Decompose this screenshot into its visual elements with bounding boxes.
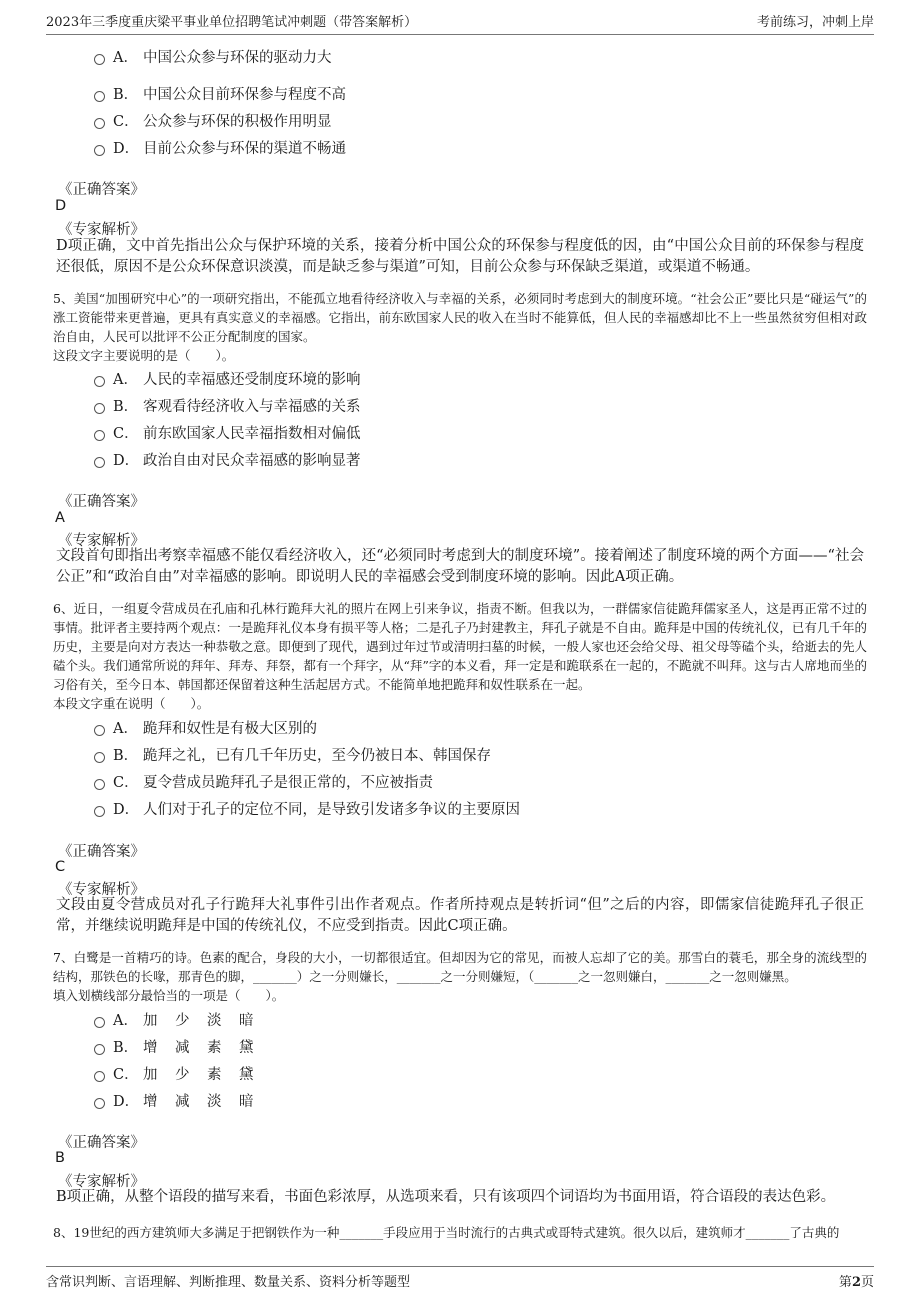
option-word: 加	[143, 1066, 158, 1083]
header-slogan: 考前练习，冲刺上岸	[756, 15, 874, 30]
option-text: 前东欧国家人民幸福指数相对偏低	[143, 425, 361, 442]
page-prefix: 第	[838, 1275, 852, 1290]
option-word: 暗	[239, 1093, 254, 1110]
radio-icon[interactable]	[94, 118, 105, 129]
radio-icon[interactable]	[94, 752, 105, 763]
q4-option-a[interactable]	[94, 45, 332, 67]
q7-answer-label: 《正确答案》	[58, 1135, 145, 1151]
option-text: 公众参与环保的积极作用明显	[143, 113, 332, 130]
q4-option-d[interactable]	[94, 136, 346, 158]
radio-icon[interactable]	[94, 54, 105, 65]
q6-stem-text: 6、近日，一组夏令营成员在孔庙和孔林行跪拜大礼的照片在网上引来争议，指责不断。但我以为，一群儒家信徒跪拜儒家圣人，这是再正常不过的事情。批评者主要持两个观点：一是跪拜礼仪本身有损平等人格；二是孔子乃封建教主，拜孔子就是不自由。跪拜是中国的传统礼仪，已有几千年的历史，主要是向对方表达一种恭敬之意。即便到了现代，遇到过年过节或清明扫墓的时候，一般人家也还会给父母、祖父母等磕个头，给逝去的先人磕个头。我们通常所说的拜年、拜寿、拜祭，都有一个拜字，从“拜”字的本义看，拜一定是和跪联系在一起的，不跪就不叫拜。这与古人席地而坐的习俗有关，至今日本、韩国都还保留着这种生活起居方式。不能简单地把跪拜和奴性联系在一起。	[53, 601, 867, 692]
option-letter: A．	[113, 371, 138, 388]
option-letter: C．	[113, 774, 139, 791]
option-text: 中国公众目前环保参与程度不高	[143, 86, 346, 103]
option-letter: C．	[113, 1066, 139, 1083]
q6-option-c[interactable]	[94, 770, 433, 792]
q6-prompt: 本段文字重在说明（ ）。	[53, 696, 210, 711]
q6-answer: C	[55, 859, 66, 875]
page-header	[46, 8, 874, 35]
q6-stem	[53, 599, 867, 713]
option-word: 减	[175, 1039, 190, 1056]
radio-icon[interactable]	[94, 91, 105, 102]
radio-icon[interactable]	[94, 1044, 105, 1055]
option-letter: D．	[113, 1093, 140, 1110]
q7-option-a[interactable]	[94, 1008, 271, 1030]
radio-icon[interactable]	[94, 457, 105, 468]
radio-icon[interactable]	[94, 145, 105, 156]
q8-stem-text: 8、19世纪的西方建筑师大多满足于把钢铁作为一种_______手段应用于当时流行的古典式或哥特式建筑。很久以后，建筑师才_______了古典的	[53, 1225, 840, 1240]
footer-categories: 含常识判断、言语理解、判断推理、数量关系、资料分析等题型	[46, 1275, 411, 1290]
q5-prompt: 这段文字主要说明的是（ ）。	[53, 348, 235, 363]
option-text: 跪拜和奴性是有极大区别的	[143, 720, 317, 737]
option-word: 淡	[207, 1093, 222, 1110]
option-letter: D．	[113, 140, 140, 157]
option-word: 减	[175, 1093, 190, 1110]
q6-analysis-label: 《专家解析》	[58, 882, 145, 898]
option-text: 跪拜之礼，已有几千年历史，至今仍被日本、韩国保存	[143, 747, 491, 764]
document-title: 2023年三季度重庆梁平事业单位招聘笔试冲刺题（带答案解析）	[46, 15, 418, 30]
option-text: 夏令营成员跪拜孔子是很正常的，不应被指责	[143, 774, 433, 791]
q5-option-a[interactable]	[94, 367, 361, 389]
q6-analysis: 文段由夏令营成员对孔子行跪拜大礼事件引出作者观点。作者所持观点是转折词“但”之后的内容，即儒家信徒跪拜孔子很正常，并继续说明跪拜是中国的传统礼仪，不应受到指责。因此C项正确。	[56, 897, 864, 934]
page-footer	[46, 1266, 874, 1295]
option-letter: C．	[113, 113, 139, 130]
option-text: 人们对于孔子的定位不同，是导致引发诸多争议的主要原因	[143, 801, 520, 818]
radio-icon[interactable]	[94, 403, 105, 414]
option-word: 少	[175, 1012, 190, 1029]
option-word: 黛	[239, 1066, 254, 1083]
option-text: 目前公众参与环保的渠道不畅通	[143, 140, 346, 157]
q7-option-d[interactable]	[94, 1089, 271, 1111]
option-letter: B．	[113, 747, 139, 764]
option-word: 少	[175, 1066, 190, 1083]
q5-option-b[interactable]	[94, 394, 361, 416]
q4-analysis: D项正确，文中首先指出公众与保护环境的关系，接着分析中国公众的环保参与程度低的因，由“中国公众目前的环保参与程度还很低，原因不是公众环保意识淡漠，而是缺乏参与渠道”可知，目前公众参与环保缺乏渠道，或渠道不畅通。	[56, 238, 864, 275]
option-word: 黛	[239, 1039, 254, 1056]
radio-icon[interactable]	[94, 430, 105, 441]
page-num: 2	[851, 1275, 861, 1290]
q6-option-b[interactable]	[94, 743, 491, 765]
q4-option-c[interactable]	[94, 109, 332, 131]
option-letter: B．	[113, 86, 139, 103]
q6-option-a[interactable]	[94, 716, 317, 738]
q4-answer-label: 《正确答案》	[58, 182, 145, 198]
option-word: 加	[143, 1012, 158, 1029]
q7-analysis: B项正确，从整个语段的描写来看，书面色彩浓厚，从选项来看，只有该项四个词语均为书面用语，符合语段的表达色彩。	[56, 1189, 836, 1205]
option-letter: D．	[113, 801, 140, 818]
option-letter: B．	[113, 398, 139, 415]
radio-icon[interactable]	[94, 725, 105, 736]
q6-option-d[interactable]	[94, 797, 520, 819]
option-letter: A．	[113, 49, 138, 66]
radio-icon[interactable]	[94, 779, 105, 790]
radio-icon[interactable]	[94, 1098, 105, 1109]
q5-analysis-label: 《专家解析》	[58, 533, 145, 549]
radio-icon[interactable]	[94, 1017, 105, 1028]
page-number	[839, 1271, 874, 1290]
radio-icon[interactable]	[94, 1071, 105, 1082]
q4-option-b[interactable]	[94, 82, 346, 104]
option-word: 增	[143, 1093, 158, 1110]
option-text: 客观看待经济收入与幸福感的关系	[143, 398, 361, 415]
option-letter: A．	[113, 720, 138, 737]
q7-answer: B	[55, 1150, 65, 1166]
q7-stem	[53, 948, 867, 1005]
q7-option-b[interactable]	[94, 1035, 271, 1057]
option-word: 增	[143, 1039, 158, 1056]
q5-stem	[53, 289, 867, 365]
option-text: 中国公众参与环保的驱动力大	[143, 49, 332, 66]
option-letter: A．	[113, 1012, 138, 1029]
q4-answer: D	[55, 198, 67, 214]
q5-answer: A	[55, 510, 65, 526]
radio-icon[interactable]	[94, 376, 105, 387]
q6-answer-label: 《正确答案》	[58, 844, 145, 860]
q5-stem-text: 5、美国“加围研究中心”的一项研究指出，不能孤立地看待经济收入与幸福的关系，必须同时考虑到大的制度环境。“社会公正”要比只是“碰运气”的涨工资能带来更普遍，更具有真实意义的幸福感。它指出，前东欧国家人民的收入在当时不能算低，但人民的幸福感却比不上一些虽然贫穷但相对政治自由，人民可以批评不公正分配制度的国家。	[53, 291, 867, 344]
option-word: 暗	[239, 1012, 254, 1029]
option-letter: B．	[113, 1039, 139, 1056]
page-suffix: 页	[860, 1275, 874, 1290]
option-word: 素	[207, 1066, 222, 1083]
option-word: 素	[207, 1039, 222, 1056]
option-word: 淡	[207, 1012, 222, 1029]
radio-icon[interactable]	[94, 806, 105, 817]
q5-option-d[interactable]	[94, 448, 361, 470]
option-text: 人民的幸福感还受制度环境的影响	[143, 371, 361, 388]
q4-analysis-label: 《专家解析》	[58, 222, 145, 238]
q7-analysis-label: 《专家解析》	[58, 1174, 145, 1190]
q7-option-c[interactable]	[94, 1062, 271, 1084]
q5-option-c[interactable]	[94, 421, 361, 443]
option-letter: C．	[113, 425, 139, 442]
q7-stem-text: 7、白鹭是一首精巧的诗。色素的配合，身段的大小，一切都很适宜。但却因为它的常见，而被人忘却了它的美。那雪白的蓑毛，那全身的流线型的结构，那铁色的长喙，那青色的脚，_______）之一分则嫌长，_______之一分则嫌短，（_______之一忽则嫌白，_______之一忽则嫌黑。	[53, 950, 867, 984]
q5-analysis: 文段首句即指出考察幸福感不能仅看经济收入，还“必须同时考虑到大的制度环境”。接着阐述了制度环境的两个方面——“社会公正”和“政治自由”对幸福感的影响。即说明人民的幸福感会受到制度环境的影响。因此A项正确。	[56, 548, 864, 585]
option-letter: D．	[113, 452, 140, 469]
option-text: 政治自由对民众幸福感的影响显著	[143, 452, 361, 469]
q8-stem	[53, 1223, 867, 1242]
q7-prompt: 填入划横线部分最恰当的一项是（ ）。	[53, 988, 285, 1003]
q5-answer-label: 《正确答案》	[58, 494, 145, 510]
